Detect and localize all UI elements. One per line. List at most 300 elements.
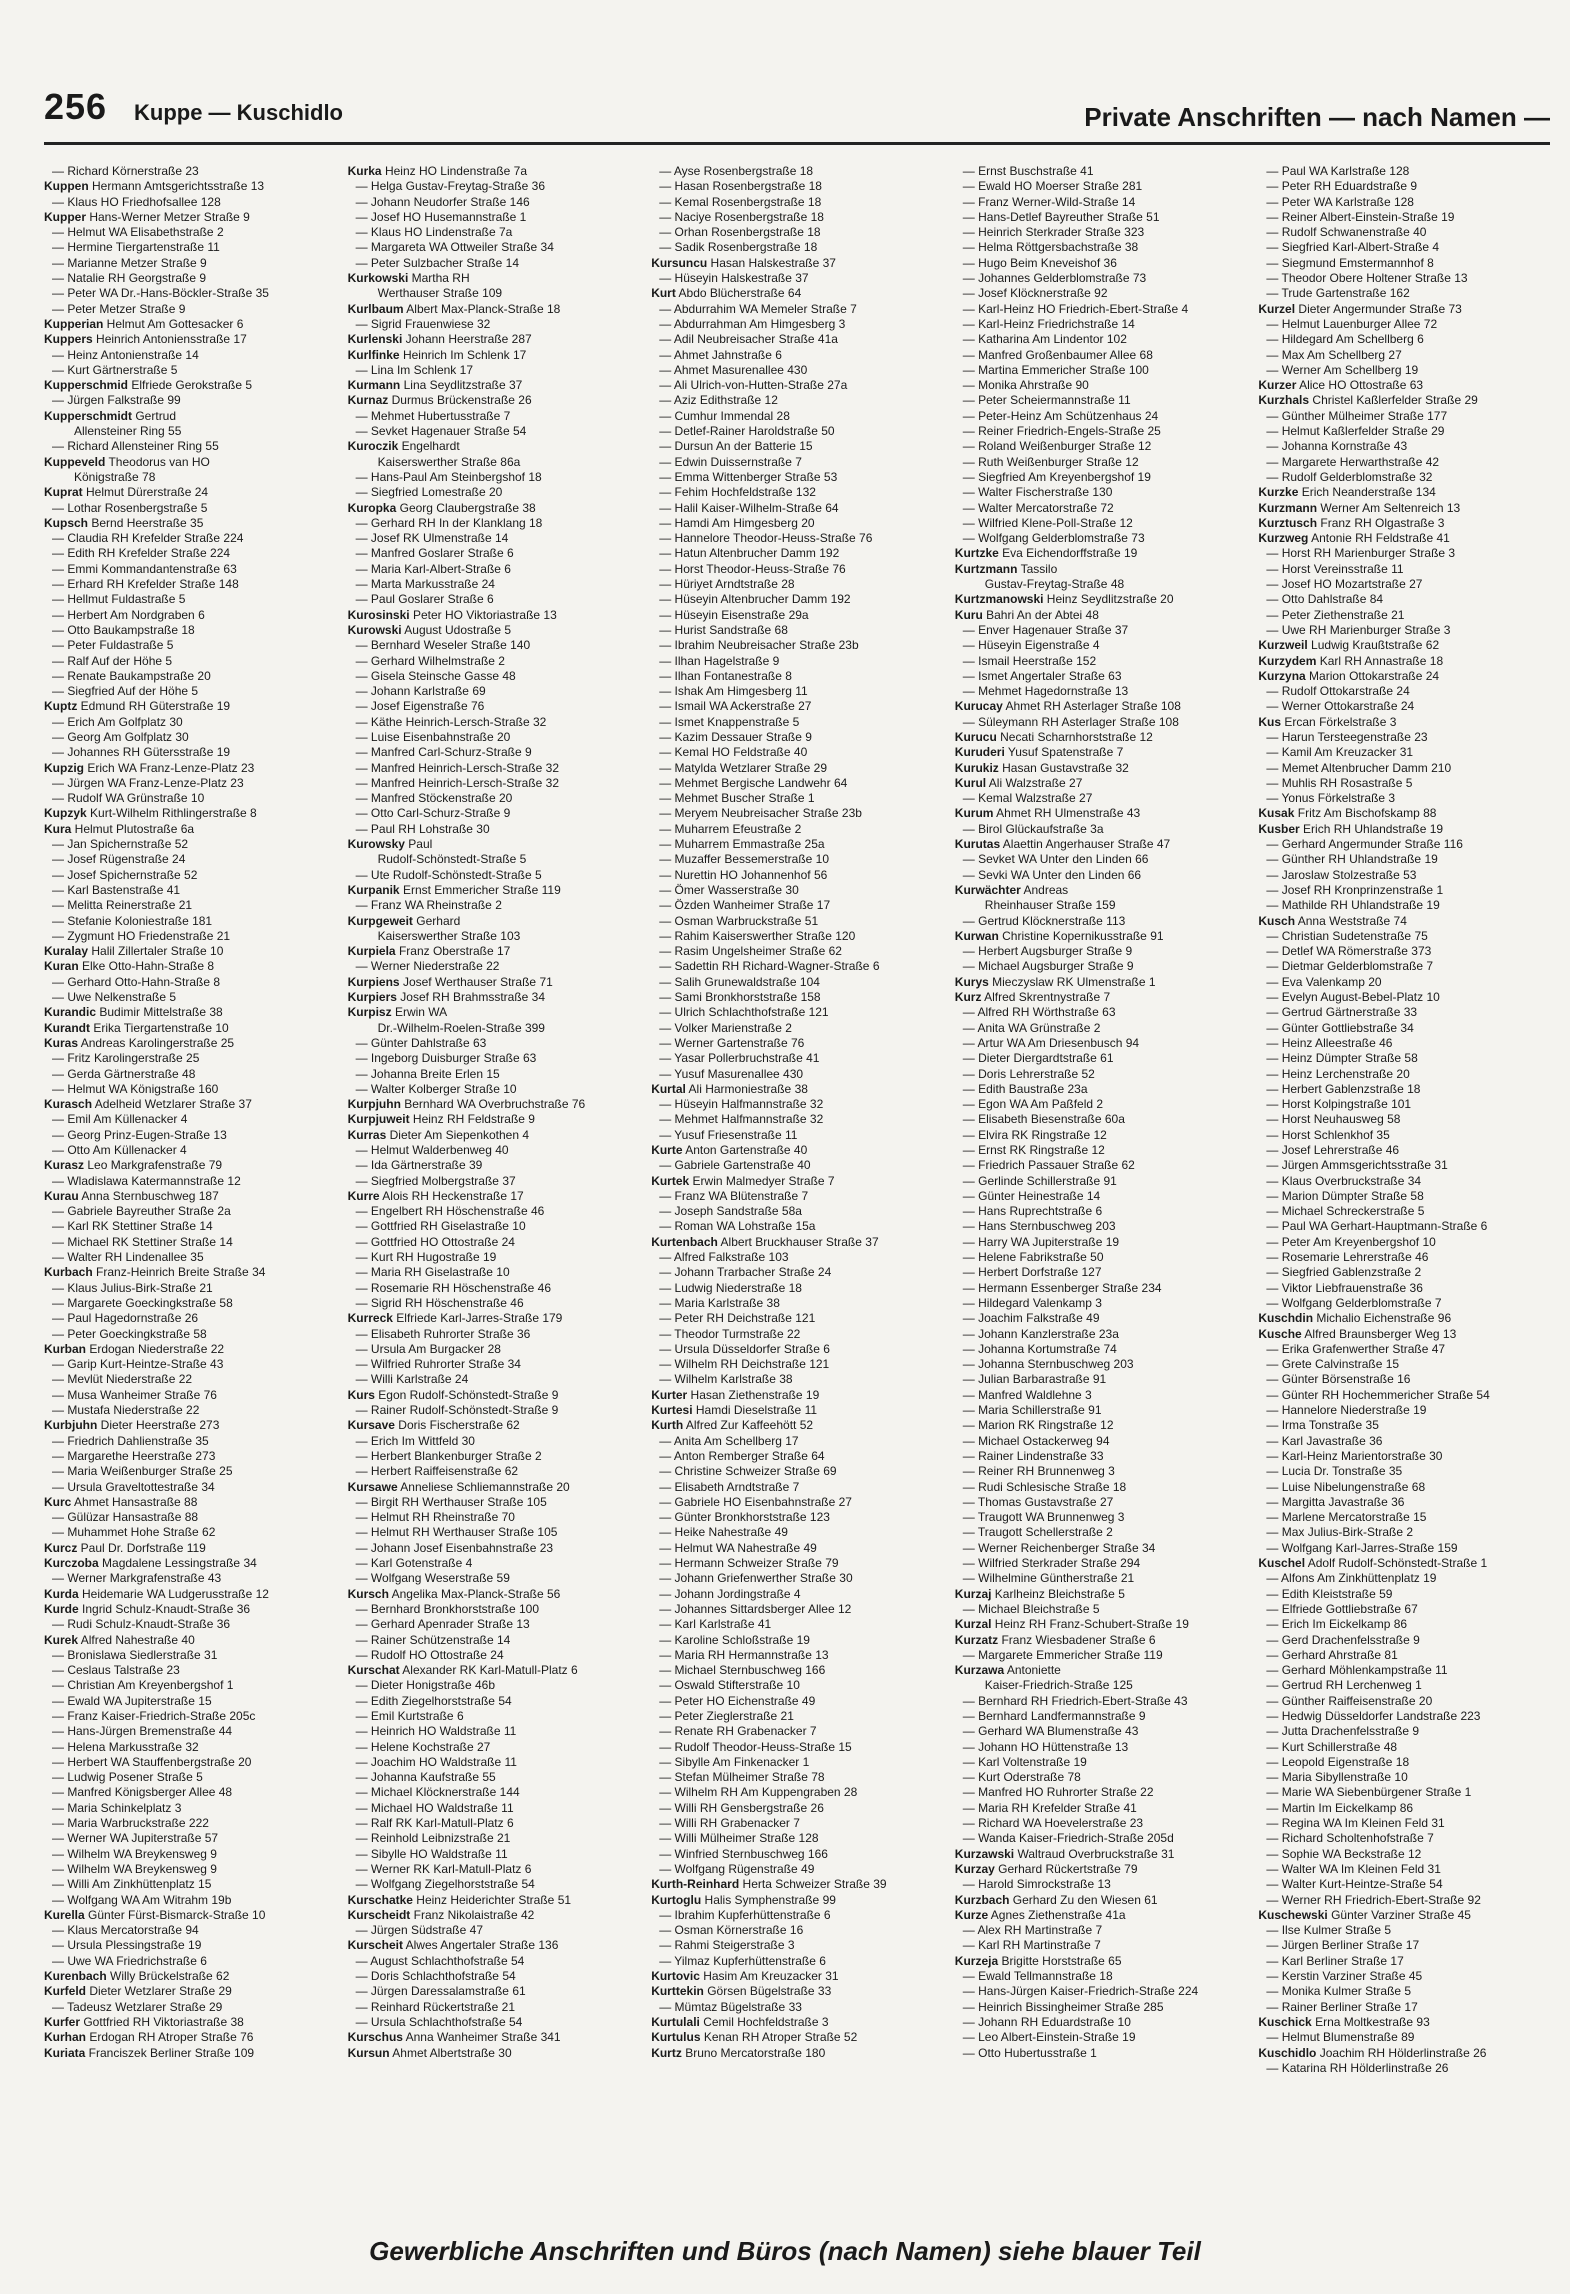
- directory-entry: — Jaroslaw Stolzestraße 53: [1266, 867, 1417, 882]
- directory-entry: — Peter Goeckingkstraße 58: [52, 1326, 207, 1341]
- directory-entry: — Hans Sternbuschweg 203: [962, 1219, 1116, 1234]
- directory-entry: — Manfred Stöckenstraße 20: [355, 791, 513, 806]
- directory-entry: — Johann RH Eduardstraße 10: [962, 2014, 1131, 2029]
- directory-entry: — Peter Zieglerstraße 21: [659, 1708, 794, 1723]
- directory-entry: — Irma Tonstraße 35: [1266, 1418, 1379, 1433]
- directory-entry: Kuschick Erna Moltkestraße 93: [1258, 2014, 1430, 2029]
- directory-entry: — Günter Heinestraße 14: [962, 1188, 1101, 1203]
- directory-entry: — Ismet Angertaler Straße 63: [962, 668, 1122, 683]
- directory-entry: — Ceslaus Talstraße 23: [52, 1663, 180, 1678]
- directory-entry: — Maria Weißenburger Straße 25: [52, 1464, 233, 1479]
- directory-entry: — Detlef WA Römerstraße 373: [1266, 944, 1432, 959]
- directory-entry: — Matylda Wetzlarer Straße 29: [659, 760, 828, 775]
- directory-entry: — Joseph Sandstraße 58a: [659, 1204, 802, 1219]
- directory-entry: — Wilfried Sterkrader Straße 294: [962, 1556, 1141, 1571]
- directory-entry: — Ali Ulrich-von-Hutten-Straße 27a: [659, 378, 848, 393]
- directory-entry: — Peter-Heinz Am Schützenhaus 24: [962, 408, 1159, 423]
- directory-entry: Kurt Abdo Blücherstraße 64: [651, 286, 802, 301]
- directory-entry: Kursawe Anneliese Schliemannstraße 20: [347, 1479, 570, 1494]
- directory-entry: Kurschatke Heinz Heiderichter Straße 51: [347, 1892, 572, 1907]
- directory-entry: — Johannes RH Gütersstraße 19: [52, 745, 231, 760]
- directory-entry: — Trude Gartenstraße 162: [1266, 286, 1410, 301]
- directory-entry: — Sevki WA Unter den Linden 66: [962, 867, 1142, 882]
- directory-entry: — Michael Ostackerweg 94: [962, 1433, 1110, 1448]
- directory-entry: — Werner Gartenstraße 76: [659, 1035, 805, 1050]
- directory-entry: — Paul RH Lohstraße 30: [355, 821, 490, 836]
- directory-entry: Kurmann Lina Seydlitzstraße 37: [347, 378, 523, 393]
- directory-entry: — Sadettin RH Richard-Wagner-Straße 6: [659, 959, 880, 974]
- directory-entry: — Georg Prinz-Eugen-Straße 13: [52, 1127, 227, 1142]
- directory-entry: — Manfred Königsberger Allee 48: [52, 1785, 233, 1800]
- directory-entry: — Johanna Kaufstraße 55: [355, 1770, 496, 1785]
- directory-entry: — Johann Jordingstraße 4: [659, 1586, 801, 1601]
- directory-entry: Kurs Egon Rudolf-Schönstedt-Straße 9: [347, 1387, 559, 1402]
- directory-entry: Kaiserswerther Straße 103: [377, 928, 521, 943]
- directory-entry: Kurnaz Durmus Brückenstraße 26: [347, 393, 532, 408]
- directory-entry: — Günter Börsenstraße 16: [1266, 1372, 1411, 1387]
- directory-entry: — Maria Sibyllenstraße 10: [1266, 1770, 1408, 1785]
- directory-entry: — Ewald HO Moerser Straße 281: [962, 179, 1143, 194]
- directory-entry: — Ilse Kulmer Straße 5: [1266, 1923, 1392, 1938]
- directory-entry: — Maria Karlstraße 38: [659, 1295, 780, 1310]
- directory-column-2: [348, 164, 640, 2224]
- directory-entry: — Osman Warbruckstraße 51: [659, 913, 819, 928]
- directory-entry: — Edith Kleiststraße 59: [1266, 1586, 1393, 1601]
- directory-entry: — Elisabeth Arndtstraße 7: [659, 1479, 800, 1494]
- directory-entry: — Renate Baukampstraße 20: [52, 668, 211, 683]
- directory-entry: — Hildegard Am Schellberg 6: [1266, 332, 1424, 347]
- directory-entry: — Rudi Schlesische Straße 18: [962, 1479, 1127, 1494]
- directory-entry: — Herbert Augsburger Straße 9: [962, 944, 1133, 959]
- directory-entry: — Wanda Kaiser-Friedrich-Straße 205d: [962, 1831, 1174, 1846]
- directory-entry: — Uwe WA Friedrichstraße 6: [52, 1953, 207, 1968]
- directory-entry: Kuptz Edmund RH Güterstraße 19: [44, 699, 231, 714]
- directory-entry: — August Schlachthofstraße 54: [355, 1953, 525, 1968]
- directory-entry: — Heinrich Bissingheimer Straße 285: [962, 1999, 1164, 2014]
- directory-entry: — Mevlüt Niederstraße 22: [52, 1372, 193, 1387]
- directory-entry: — Emil Kurtstraße 6: [355, 1708, 464, 1723]
- directory-entry: — Werner Markgrafenstraße 43: [52, 1571, 222, 1586]
- directory-entry: — Margitta Javastraße 36: [1266, 1494, 1405, 1509]
- directory-entry: Kurwächter Andreas: [954, 882, 1069, 897]
- directory-entry: — Erhard RH Krefelder Straße 148: [52, 577, 239, 592]
- directory-entry: — Johanna Kortumstraße 74: [962, 1341, 1117, 1356]
- directory-entry: — Hermine Tiergartenstraße 11: [52, 240, 220, 255]
- directory-entry: — Martina Emmericher Straße 100: [962, 362, 1149, 377]
- directory-entry: — Herbert Blankenburger Straße 2: [355, 1448, 542, 1463]
- directory-entry: — Helmut Walderbenweg 40: [355, 1143, 509, 1157]
- directory-column-4: [955, 164, 1247, 2224]
- directory-entry: — Monika Kulmer Straße 5: [1266, 1984, 1412, 1999]
- directory-entry: — Wilhelm Karlstraße 38: [659, 1372, 793, 1387]
- directory-entry: — Hüriyet Arndtstraße 28: [659, 577, 795, 592]
- directory-entry: — Özden Wanheimer Straße 17: [659, 898, 831, 913]
- directory-entry: — Marlene Mercatorstraße 15: [1266, 1510, 1427, 1525]
- directory-entry: — Kemal HO Feldstraße 40: [659, 745, 808, 760]
- directory-entry: — Maria Schinkelplatz 3: [52, 1800, 182, 1815]
- directory-entry: — Hans-Jürgen Kaiser-Friedrich-Straße 224: [962, 1984, 1199, 1999]
- directory-entry: — Sigrid RH Höschenstraße 46: [355, 1295, 524, 1310]
- directory-entry: — Zygmunt HO Friedenstraße 21: [52, 928, 231, 943]
- directory-entry: — Gerhard Apenrader Straße 13: [355, 1617, 530, 1632]
- directory-entry: — Kemal Rosenbergstraße 18: [659, 194, 822, 209]
- directory-entry: — Ömer Wasserstraße 30: [659, 882, 799, 897]
- directory-entry: — Karl Bastenstraße 41: [52, 882, 181, 897]
- directory-entry: — Wolfgang Gelderblomstraße 7: [1266, 1295, 1442, 1310]
- directory-entry: — Elfriede Gottliebstraße 67: [1266, 1601, 1418, 1616]
- directory-entry: — Peter RH Eduardstraße 9: [1266, 179, 1418, 194]
- directory-entry: — Ismail Heerstraße 152: [962, 653, 1097, 668]
- directory-entry: Kurzawski Waltraud Overbruckstraße 31: [954, 1846, 1175, 1861]
- directory-entry: — Paul Hagedornstraße 26: [52, 1311, 199, 1326]
- directory-entry: — Thomas Gustavstraße 27: [962, 1494, 1114, 1509]
- directory-entry: Kurtal Ali Harmoniestraße 38: [651, 1081, 808, 1096]
- directory-entry: Kuppeveld Theodorus van HO: [44, 454, 210, 469]
- directory-entry: — Rudolf Ottokarstraße 24: [1266, 684, 1410, 699]
- directory-entry: — Sigrid Frauenwiese 32: [355, 316, 491, 331]
- directory-entry: — Horst RH Marienburger Straße 3: [1266, 546, 1456, 561]
- directory-entry: — Birol Glückaufstraße 3a: [962, 821, 1104, 836]
- directory-entry: — Franz Kaiser-Friedrich-Straße 205c: [52, 1708, 256, 1723]
- directory-entry: — Reiner Friedrich-Engels-Straße 25: [962, 424, 1161, 439]
- directory-entry: — Gerlinde Schillerstraße 91: [962, 1173, 1117, 1188]
- directory-entry: — Max Am Schellberg 27: [1266, 347, 1402, 362]
- directory-entry: — Franz WA Rheinstraße 2: [355, 898, 502, 913]
- directory-entry: — Volker Marienstraße 2: [659, 1020, 792, 1035]
- directory-entry: Kurcz Paul Dr. Dorfstraße 119: [44, 1540, 206, 1555]
- directory-entry: Kurttekin Görsen Bügelstraße 33: [651, 1984, 832, 1999]
- directory-entry: — Uwe RH Marienburger Straße 3: [1266, 622, 1451, 637]
- directory-entry: — Ludwig Posener Straße 5: [52, 1770, 203, 1785]
- directory-entry: Kurpiens Josef Werthauser Straße 71: [347, 974, 553, 989]
- directory-entry: — Harun Tersteegenstraße 23: [1266, 729, 1428, 744]
- directory-entry: Kurschus Anna Wanheimer Straße 341: [347, 2030, 561, 2045]
- directory-entry: — Johann Josef Eisenbahnstraße 23: [355, 1540, 554, 1555]
- directory-entry: — Maria Schillerstraße 91: [962, 1403, 1102, 1418]
- directory-entry: — Johann Neudorfer Straße 146: [355, 194, 530, 209]
- directory-entry: — Peter Metzer Straße 9: [52, 301, 186, 316]
- directory-entry: Kurztusch Franz RH Olgastraße 3: [1258, 515, 1445, 530]
- directory-entry: — Memet Altenbrucher Damm 210: [1266, 760, 1452, 775]
- directory-entry: — Manfred Großenbaumer Allee 68: [962, 347, 1153, 362]
- directory-entry: — Edith Baustraße 23a: [962, 1081, 1088, 1096]
- directory-entry: — Marta Markusstraße 24: [355, 577, 495, 592]
- running-head: Kuppe — Kuschidlo: [134, 100, 343, 125]
- directory-entry: Kurzeja Brigitte Horststraße 65: [954, 1953, 1122, 1968]
- directory-entry: — Sophie WA Beckstraße 12: [1266, 1846, 1422, 1861]
- directory-entry: — Ismet Knappenstraße 5: [659, 714, 800, 729]
- directory-entry: — Emmi Kommandantenstraße 63: [52, 561, 237, 576]
- directory-entry: — Peter Ziethenstraße 21: [1266, 607, 1405, 622]
- directory-entry: — Enver Hagenauer Straße 37: [962, 622, 1129, 637]
- directory-entry: — Peter HO Eichenstraße 49: [659, 1693, 816, 1708]
- directory-entry: Kurzal Heinz RH Franz-Schubert-Straße 19: [954, 1617, 1189, 1632]
- directory-entry: — Manfred Heinrich-Lersch-Straße 32: [355, 775, 560, 790]
- directory-entry: — Süleymann RH Asterlager Straße 108: [962, 714, 1179, 729]
- directory-entry: Kurczoba Magdalene Lessingstraße 34: [44, 1556, 257, 1571]
- directory-entry: Kurlbaum Albert Max-Planck-Straße 18: [347, 301, 561, 316]
- directory-entry: — Johanna Sternbuschweg 203: [962, 1357, 1134, 1372]
- directory-entry: — Nurettin HO Johannenhof 56: [659, 867, 828, 882]
- directory-entry: — Helmut WA Königstraße 160: [52, 1081, 219, 1096]
- directory-entry: Kursch Angelika Max-Planck-Straße 56: [347, 1586, 561, 1601]
- directory-entry: — Yasar Pollerbruchstraße 41: [659, 1051, 820, 1066]
- directory-entry: Kurzydem Karl RH Annastraße 18: [1258, 653, 1444, 668]
- directory-entry: — Abdurrahman Am Himgesberg 3: [659, 316, 846, 331]
- directory-entry: — Harry WA Jupiterstraße 19: [962, 1234, 1120, 1249]
- directory-entry: — Rainer Lindenstraße 33: [962, 1448, 1104, 1463]
- directory-entry: — Walter WA Im Kleinen Feld 31: [1266, 1861, 1441, 1876]
- directory-entry: — Sibylle Am Finkenacker 1: [659, 1754, 810, 1769]
- directory-entry: Kupzyk Kurt-Wilhelm Rithlingerstraße 8: [44, 806, 257, 821]
- directory-entry: — Maria RH Hermannstraße 13: [659, 1647, 829, 1662]
- directory-entry: — Johannes Sittardsberger Allee 12: [659, 1601, 852, 1616]
- directory-entry: Kurum Ahmet RH Ulmenstraße 43: [954, 806, 1141, 821]
- directory-entry: — Yusuf Friesenstraße 11: [659, 1127, 798, 1142]
- directory-entry: Kurkowski Martha RH: [347, 271, 470, 286]
- directory-entry: — Yusuf Masurenallee 430: [659, 1066, 804, 1081]
- directory-entry: — Traugott Schellerstraße 2: [962, 1525, 1113, 1540]
- directory-entry: Kuruderi Yusuf Spatenstraße 7: [954, 745, 1124, 760]
- directory-entry: — Marion Dümpter Straße 58: [1266, 1188, 1424, 1203]
- directory-entry: — Gerhard WA Blumenstraße 43: [962, 1724, 1139, 1739]
- directory-entry: Kuru Bahri An der Abtei 48: [954, 607, 1099, 622]
- directory-entry: — Alfons Am Zinkhüttenplatz 19: [1266, 1571, 1437, 1586]
- directory-entry: — Gabriele Bayreuther Straße 2a: [52, 1204, 231, 1219]
- directory-entry: — Jürgen Ammsgerichtsstraße 31: [1266, 1158, 1448, 1173]
- directory-entry: Kurenbach Willy Brückelstraße 62: [44, 1969, 230, 1984]
- directory-entry: — Ralf RK Karl-Matull-Platz 6: [355, 1816, 514, 1831]
- directory-entry: — Ibrahim Kupferhüttenstraße 6: [659, 1907, 831, 1922]
- directory-entry: — Michael Schreckerstraße 5: [1266, 1204, 1425, 1219]
- directory-entry: — Klaus HO Friedhofsallee 128: [52, 194, 221, 209]
- directory-entry: — Gerhard RH In der Klanklang 18: [355, 515, 543, 530]
- directory-entry: — Jürgen Daressalamstraße 61: [355, 1984, 526, 1999]
- directory-entry: Kupzig Erich WA Franz-Lenze-Platz 23: [44, 760, 255, 775]
- directory-entry: — Maria RH Giselastraße 10: [355, 1265, 510, 1280]
- directory-entry: — Horst Theodor-Heuss-Straße 76: [659, 561, 846, 576]
- directory-entry: — Wolfgang Gelderblomstraße 73: [962, 531, 1145, 546]
- directory-entry: — Hellmut Fuldastraße 5: [52, 592, 186, 607]
- directory-entry: Kurbach Franz-Heinrich Breite Straße 34: [44, 1265, 266, 1280]
- directory-column-5: [1258, 164, 1550, 2224]
- directory-entry: — Michael Klöcknerstraße 144: [355, 1785, 520, 1800]
- directory-entry: Kurzbach Gerhard Zu den Wiesen 61: [954, 1892, 1158, 1907]
- directory-entry: — Helene Kochstraße 27: [355, 1739, 491, 1754]
- directory-entry: — Ludwig Niederstraße 18: [659, 1280, 802, 1295]
- directory-entry: Kurze Agnes Ziethenstraße 41a: [954, 1907, 1126, 1922]
- directory-entry: Kurzawa Antoniette: [954, 1663, 1061, 1678]
- directory-entry: — Ilhan Fontanestraße 8: [659, 668, 792, 683]
- directory-entry: — Walter Mercatorstraße 72: [962, 500, 1114, 515]
- directory-entry: — Marion RK Ringstraße 12: [962, 1418, 1114, 1433]
- directory-entry: — Maria Karl-Albert-Straße 6: [355, 561, 511, 576]
- directory-entry: Werthauser Straße 109: [377, 286, 503, 301]
- directory-entry: Kupperschmidt Gertrud: [44, 408, 177, 423]
- directory-entry: — Michael Augsburger Straße 9: [962, 959, 1134, 974]
- directory-entry: Kuropka Georg Claubergstraße 38: [347, 500, 536, 515]
- directory-entry: Kuschewski Günter Varziner Straße 45: [1258, 1907, 1471, 1922]
- directory-entry: — Horst Schlenkhof 35: [1266, 1127, 1390, 1142]
- directory-entry: Kurzhals Christel Kaßlerfelder Straße 29: [1258, 393, 1478, 408]
- directory-entry: — Gottfried RH Giselastraße 10: [355, 1219, 526, 1234]
- directory-entry: — Ruth Weißenburger Straße 12: [962, 454, 1139, 469]
- directory-entry: — Mustafa Niederstraße 22: [52, 1403, 200, 1418]
- directory-entry: — Hermann Schweizer Straße 79: [659, 1556, 839, 1571]
- directory-entry: — Gertrud Gärtnerstraße 33: [1266, 1005, 1418, 1020]
- directory-entry: — Ahmet Masurenallee 430: [659, 362, 808, 377]
- directory-entry: Kurras Dieter Am Siepenkothen 4: [347, 1127, 530, 1142]
- directory-entry: — Karl-Heinz Marientorstraße 30: [1266, 1448, 1443, 1463]
- directory-entry: — Helmut Blumenstraße 89: [1266, 2030, 1415, 2045]
- directory-entry: — Margarete Emmericher Straße 119: [962, 1647, 1163, 1662]
- directory-entry: Kurtulus Kenan RH Atroper Straße 52: [651, 2030, 858, 2045]
- directory-entry: — Ute Rudolf-Schönstedt-Straße 5: [355, 867, 542, 882]
- directory-entry: — Musa Wanheimer Straße 76: [52, 1387, 217, 1402]
- directory-entry: — Reiner RH Brunnenweg 3: [962, 1464, 1115, 1479]
- directory-entry: Kurul Ali Walzstraße 27: [954, 775, 1083, 790]
- header-rule: [44, 142, 1550, 145]
- directory-entry: Kurschat Alexander RK Karl-Matull-Platz 6: [347, 1663, 578, 1678]
- directory-entry: Kuppen Hermann Amtsgerichtsstraße 13: [44, 179, 265, 194]
- directory-entry: — Wolfgang WA Am Witrahm 19b: [52, 1892, 232, 1907]
- directory-entry: Kurtovic Hasim Am Kreuzacker 31: [651, 1969, 839, 1984]
- directory-entry: — Walter Kurt-Heintze-Straße 54: [1266, 1877, 1443, 1892]
- directory-entry: Kurzke Erich Neanderstraße 134: [1258, 485, 1436, 500]
- directory-entry: Kuroczik Engelhardt: [347, 439, 460, 454]
- directory-entry: — Doris Schlachthofstraße 54: [355, 1969, 516, 1984]
- directory-entry: — Karoline Schloßstraße 19: [659, 1632, 810, 1647]
- directory-entry: — Ayse Rosenbergstraße 18: [659, 164, 814, 178]
- directory-entry: — Halil Kaiser-Wilhelm-Straße 64: [659, 500, 839, 515]
- directory-entry: Kurter Hasan Ziethenstraße 19: [651, 1387, 820, 1402]
- directory-entry: — Ernst Buschstraße 41: [962, 164, 1094, 178]
- directory-entry: Kurfer Gottfried RH Viktoriastraße 38: [44, 2014, 244, 2029]
- directory-entry: Kurzweil Ludwig Kraußtstraße 62: [1258, 638, 1440, 653]
- directory-entry: Kurpisz Erwin WA: [347, 1005, 448, 1020]
- directory-entry: — Sibylle HO Waldstraße 11: [355, 1846, 508, 1861]
- directory-entry: — Elisabeth Biesenstraße 60a: [962, 1112, 1125, 1127]
- directory-entry: Kuras Andreas Karolingerstraße 25: [44, 1035, 235, 1050]
- directory-entry: — Sevket WA Unter den Linden 66: [962, 852, 1149, 867]
- directory-entry: Kurucu Necati Scharnhorststraße 12: [954, 729, 1153, 744]
- directory-entry: — Jutta Drachenfelsstraße 9: [1266, 1724, 1420, 1739]
- directory-entry: Allensteiner Ring 55: [74, 424, 182, 439]
- directory-entry: — Horst Neuhausweg 58: [1266, 1112, 1401, 1127]
- directory-entry: Kurpanik Ernst Emmericher Straße 119: [347, 882, 561, 897]
- directory-entry: — Mehmet Halfmannstraße 32: [659, 1112, 824, 1127]
- directory-entry: — Aziz Edithstraße 12: [659, 393, 778, 408]
- directory-entry: — Hannelore Niederstraße 19: [1266, 1403, 1427, 1418]
- directory-entry: Kupper Hans-Werner Metzer Straße 9: [44, 209, 250, 224]
- directory-entry: — Richard WA Hoevelerstraße 23: [962, 1816, 1144, 1831]
- directory-entry: — Siegfried Auf der Höhe 5: [52, 684, 199, 699]
- directory-entry: — Dieter Honigstraße 46b: [355, 1678, 495, 1693]
- directory-entry: — Max Julius-Birk-Straße 2: [1266, 1525, 1414, 1540]
- directory-entry: — Edith RH Krefelder Straße 224: [52, 546, 231, 561]
- directory-entry: Kura Helmut Plutostraße 6a: [44, 821, 195, 836]
- directory-entry: Kurzer Alice HO Ottostraße 63: [1258, 378, 1424, 393]
- directory-entry: — Reiner Albert-Einstein-Straße 19: [1266, 209, 1455, 224]
- directory-entry: — Artur WA Am Driesenbusch 94: [962, 1035, 1140, 1050]
- directory-entry: — Siegmund Emstermannhof 8: [1266, 255, 1434, 270]
- directory-entry: — Elvira RK Ringstraße 12: [962, 1127, 1107, 1142]
- directory-entry: — Friedrich Passauer Straße 62: [962, 1158, 1135, 1173]
- directory-entry: — Kamil Am Kreuzacker 31: [1266, 745, 1414, 760]
- directory-entry: — Rahim Kaiserswerther Straße 120: [659, 928, 856, 943]
- directory-entry: Kurth-Reinhard Herta Schweizer Straße 39: [651, 1877, 887, 1892]
- directory-entry: — Kerstin Varziner Straße 45: [1266, 1969, 1423, 1984]
- directory-entry: — Rainer Rudolf-Schönstedt-Straße 9: [355, 1403, 559, 1418]
- directory-entry: — Heinz Lerchenstraße 20: [1266, 1066, 1410, 1081]
- directory-entry: — Muharrem Emmastraße 25a: [659, 837, 825, 852]
- directory-entry: — Hamdi Am Himgesberg 20: [659, 515, 815, 530]
- directory-entry: Kursuncu Hasan Halskestraße 37: [651, 255, 836, 270]
- directory-entry: — Jürgen Südstraße 47: [355, 1923, 483, 1938]
- directory-entry: — Franz WA Blütenstraße 7: [659, 1188, 809, 1203]
- directory-entry: Dr.-Wilhelm-Roelen-Straße 399: [377, 1020, 545, 1035]
- directory-entry: — Manfred Goslarer Straße 6: [355, 546, 514, 561]
- directory-entry: — Josef Rügenstraße 24: [52, 852, 186, 867]
- directory-entry: — Josef Klöcknerstraße 92: [962, 286, 1108, 301]
- directory-entry: — Erich Im Wittfeld 30: [355, 1433, 475, 1448]
- directory-entry: Kurzmann Werner Am Seltenreich 13: [1258, 500, 1461, 515]
- directory-entry: — Walter Fischerstraße 130: [962, 485, 1113, 500]
- directory-entry: — Helmut Kaßlerfelder Straße 29: [1266, 424, 1445, 439]
- directory-entry: — Reinhard Rückertstraße 21: [355, 1999, 515, 2014]
- directory-entry: — Gerhard Otto-Hahn-Straße 8: [52, 974, 221, 989]
- directory-entry: Kurzatz Franz Wiesbadener Straße 6: [954, 1632, 1156, 1647]
- directory-entry: — Josef HO Husemannstraße 1: [355, 209, 527, 224]
- directory-entry: — Heinrich Sterkrader Straße 323: [962, 225, 1145, 240]
- directory-entry: Kurasch Adelheid Wetzlarer Straße 37: [44, 1097, 252, 1112]
- directory-entry: — Gerhard Ahrstraße 81: [1266, 1647, 1398, 1662]
- directory-entry: — Marie WA Siebenbürgener Straße 1: [1266, 1785, 1472, 1800]
- directory-entry: Kurfeld Dieter Wetzlarer Straße 29: [44, 1984, 232, 1999]
- directory-entry: Kurau Anna Sternbuschweg 187: [44, 1188, 219, 1203]
- directory-entry: — Karl Karlstraße 41: [659, 1617, 772, 1632]
- directory-entry: — Margarete Goeckingkstraße 58: [52, 1295, 233, 1310]
- directory-entry: Kursun Ahmet Albertstraße 30: [347, 2045, 512, 2060]
- directory-entry: Rheinhauser Straße 159: [984, 898, 1116, 913]
- directory-entry: — Fehim Hochfeldstraße 132: [659, 485, 816, 500]
- directory-entry: — Johannes Gelderblomstraße 73: [962, 271, 1147, 286]
- directory-entry: Kurowsky Paul: [347, 837, 433, 852]
- directory-entry: Kurpjuhn Bernhard WA Overbruchstraße 76: [347, 1097, 586, 1112]
- directory-entry: — Karl Berliner Straße 17: [1266, 1953, 1404, 1968]
- directory-entry: — Wilhelmine Güntherstraße 21: [962, 1571, 1135, 1586]
- directory-entry: — Josef HO Mozartstraße 27: [1266, 577, 1423, 592]
- directory-entry: — Friedrich Dahlienstraße 35: [52, 1433, 209, 1448]
- directory-entry: — Peter Scheiermannstraße 11: [962, 393, 1131, 408]
- directory-entry: — Helena Markusstraße 32: [52, 1739, 199, 1754]
- directory-entry: — Ursula Graveltottestraße 34: [52, 1479, 215, 1494]
- directory-entry: — Wolfgang Weserstraße 59: [355, 1571, 510, 1586]
- directory-entry: — Hatun Altenbrucher Damm 192: [659, 546, 840, 561]
- directory-entry: — Anton Remberger Straße 64: [659, 1448, 825, 1463]
- directory-entry: Kaiser-Friedrich-Straße 125: [984, 1678, 1133, 1693]
- directory-entry: Kuran Elke Otto-Hahn-Straße 8: [44, 959, 215, 974]
- directory-entry: — Werner Am Schellberg 19: [1266, 362, 1419, 377]
- directory-entry: — Peter RH Deichstraße 121: [659, 1311, 816, 1326]
- directory-entry: — Willi Mülheimer Straße 128: [659, 1831, 819, 1846]
- directory-entry: — Muhammet Hohe Straße 62: [52, 1525, 216, 1540]
- directory-entry: — Rasim Ungelsheimer Straße 62: [659, 944, 842, 959]
- directory-entry: Kupsch Bernd Heerstraße 35: [44, 515, 204, 530]
- directory-entry: — Ursula Am Burgacker 28: [355, 1341, 501, 1356]
- directory-entry: Kurandic Budimir Mittelstraße 38: [44, 1005, 223, 1020]
- directory-entry: — Oswald Stifterstraße 10: [659, 1678, 800, 1693]
